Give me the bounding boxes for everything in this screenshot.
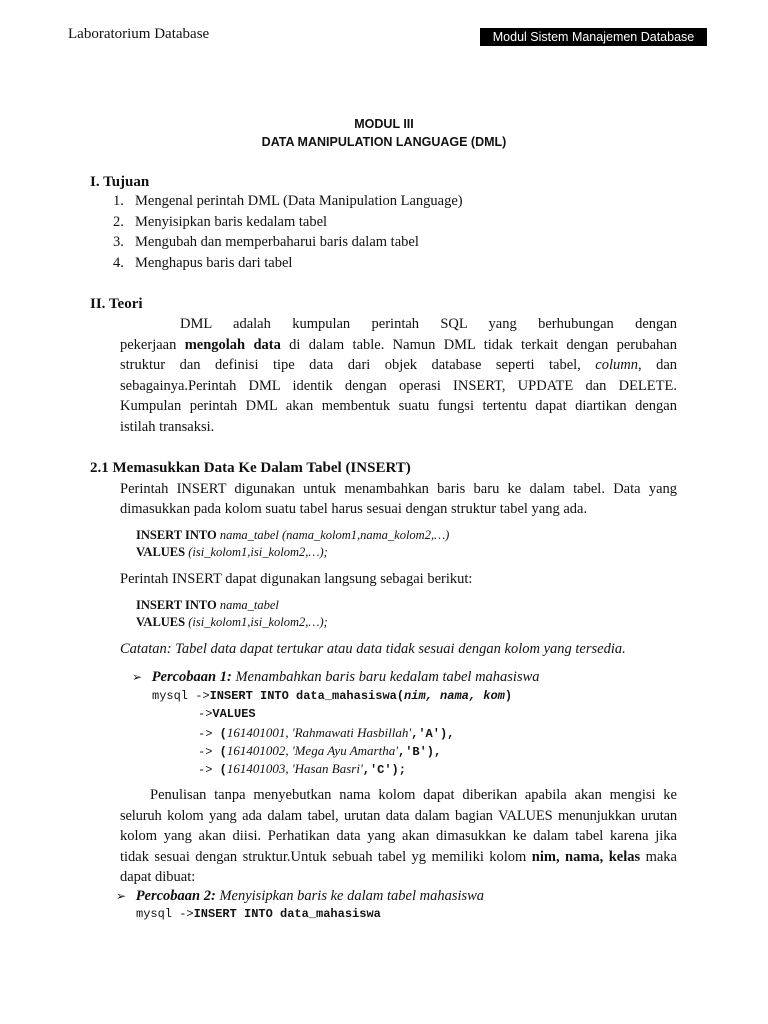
arrow-bullet-icon: ➢ [132, 670, 143, 684]
module-title: DATA MANIPULATION LANGUAGE (DML) [261, 135, 507, 149]
section-teori-heading: II. Teori [90, 296, 143, 312]
code-line: -> (161401002, 'Mega Ayu Amartha','B'), [198, 743, 442, 759]
penulisan-line-4: tidak sesuai dengan struktur.Untuk sebuah tabel yg memiliki kolom nim, nama, kelas maka [120, 849, 677, 865]
penulisan-line-3: kolom yang akan diisi. Perhatikan data yang akan dimasukkan ke dalam tabel karena jika [120, 828, 677, 844]
code-line: mysql ->INSERT INTO data_mahasiswa(nim, nama, kom) [152, 689, 513, 703]
teori-line-2: pekerjaan mengolah data di dalam table. Namun DML tidak terkait dengan perubahan [120, 337, 677, 353]
insert-desc-3: Perintah INSERT dapat digunakan langsung sebagai berikut: [120, 571, 473, 587]
percobaan-1-heading: ➢ Percobaan 1: Menambahkan baris baru kedalam tabel mahasiswa [132, 669, 540, 685]
code-line: ->VALUES [198, 707, 256, 721]
penulisan-line-1: Penulisan tanpa menyebutkan nama kolom dapat diberikan apabila akan mengisi ke [150, 787, 677, 803]
catatan-note: Catatan: Tabel data dapat tertukar atau data tidak sesuai dengan kolom yang tersedia. [120, 641, 626, 657]
teori-line-1: DML adalah kumpulan perintah SQL yang berhubungan dengan [180, 316, 677, 332]
percobaan-2-heading: ➢ Percobaan 2: Menyisipkan baris ke dalam tabel mahasiswa [116, 888, 485, 904]
section-tujuan-heading: I. Tujuan [90, 174, 150, 190]
insert-desc-1: Perintah INSERT digunakan untuk menambahkan baris baru ke dalam tabel. Data yang [120, 481, 677, 497]
syntax-line-3: INSERT INTO nama_tabel [136, 598, 279, 612]
code-line: -> (161401003, 'Hasan Basri','C'); [198, 761, 406, 777]
teori-line-3: struktur dan definisi tipe data dari objek database seperti tabel, column, dan [120, 357, 678, 373]
teori-line-5: Kumpulan perintah DML akan membentuk suatu fungsi tertentu dapat diartikan dengan [120, 398, 677, 414]
list-item: 2. Menyisipkan baris kedalam tabel [113, 214, 328, 230]
module-number: MODUL III [354, 117, 414, 131]
penulisan-line-5: dapat dibuat: [120, 869, 196, 885]
arrow-bullet-icon: ➢ [116, 889, 127, 903]
list-item: 3. Mengubah dan memperbaharui baris dalam tabel [113, 234, 419, 250]
header-module-badge: Modul Sistem Manajemen Database [480, 28, 707, 46]
syntax-line-4: VALUES (isi_kolom1,isi_kolom2,…); [136, 615, 328, 629]
syntax-line-1: INSERT INTO nama_tabel (nama_kolom1,nama_kolom2,…) [136, 528, 450, 542]
code-line: mysql ->INSERT INTO data_mahasiswa [136, 907, 381, 921]
teori-line-4: sebagainya.Perintah DML identik dengan operasi INSERT, UPDATE dan DELETE. [120, 378, 677, 394]
section-insert-heading: 2.1 Memasukkan Data Ke Dalam Tabel (INSERT) [90, 460, 411, 476]
code-line: -> (161401001, 'Rahmawati Hasbillah','A'), [198, 725, 455, 741]
penulisan-line-2: seluruh kolom yang ada dalam tabel, urutan data dalam bagian VALUES menunjukkan urutan [120, 808, 677, 824]
list-item: 4. Menghapus baris dari tabel [113, 255, 293, 271]
teori-line-6: istilah transaksi. [120, 419, 215, 435]
syntax-line-2: VALUES (isi_kolom1,isi_kolom2,…); [136, 545, 328, 559]
header-lab-name: Laboratorium Database [68, 26, 210, 42]
list-item: 1. Mengenal perintah DML (Data Manipulation Language) [113, 193, 463, 209]
insert-desc-2: dimasukkan pada kolom suatu tabel harus sesuai dengan struktur tabel yang ada. [120, 501, 588, 517]
